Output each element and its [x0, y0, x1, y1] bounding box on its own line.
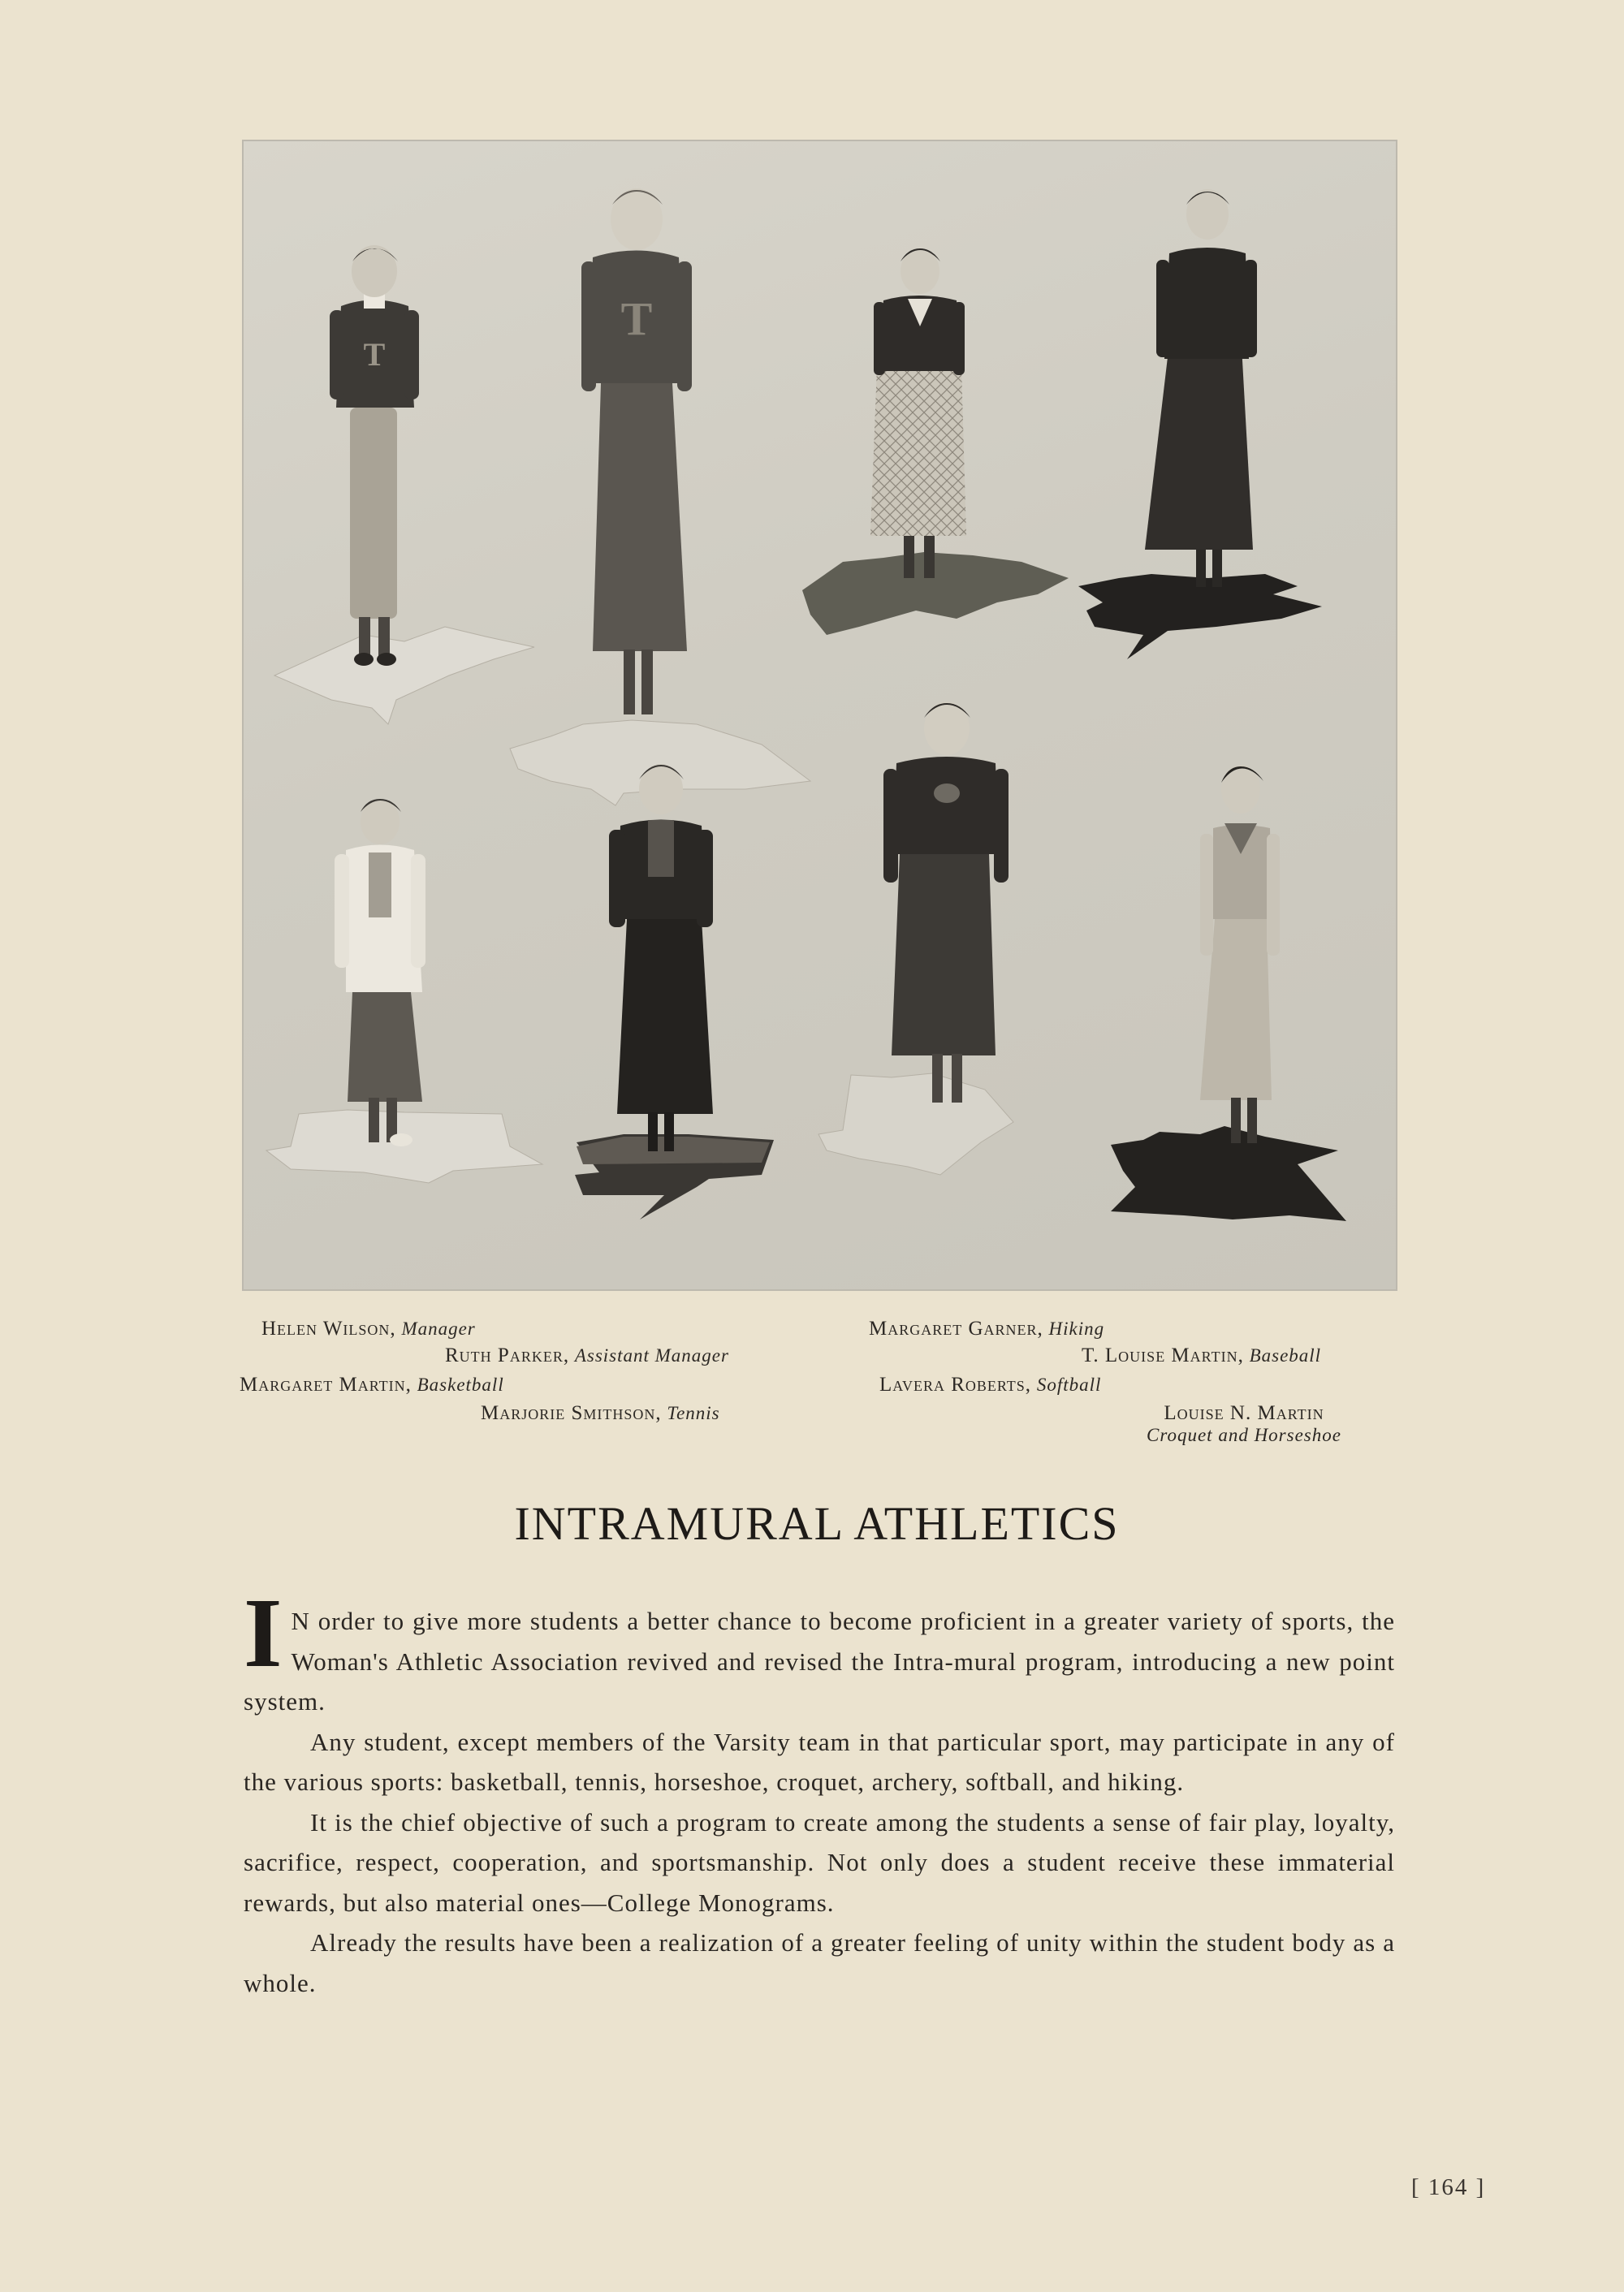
caption-role: Baseball — [1249, 1345, 1322, 1366]
photo-collage — [242, 140, 1397, 1291]
caption-margaret-martin — [240, 1374, 504, 1396]
caption-helen-wilson — [261, 1318, 476, 1340]
caption-role: Tennis — [667, 1403, 720, 1423]
photo-figure-margaret-martin — [266, 799, 542, 1183]
caption-name: T. Louise Martin, — [1082, 1345, 1244, 1366]
caption-name: Ruth Parker, — [445, 1345, 570, 1366]
caption-lavera-roberts — [879, 1374, 1101, 1396]
photo-figure-margaret-garner — [802, 248, 1069, 635]
caption-name: Margaret Garner, — [869, 1318, 1043, 1340]
caption-name: Marjorie Smithson, — [481, 1402, 662, 1424]
paragraph-1 — [244, 1578, 1395, 1722]
caption-name: Margaret Martin, — [240, 1374, 412, 1396]
paragraph-4: Already the results have been a realization of a greater feeling of unity within the student body as a whole. — [244, 1928, 1395, 1997]
caption-role: Manager — [401, 1319, 476, 1339]
photo-figure-ruth-parker — [510, 188, 810, 805]
caption-name: Louise N. Martin — [1164, 1402, 1324, 1424]
caption-marjorie-smithson — [481, 1402, 720, 1425]
photo-collage-drawing — [242, 140, 1397, 1291]
caption-margaret-garner — [869, 1318, 1104, 1340]
caption-louise-n-martin — [1114, 1402, 1374, 1446]
drop-cap: I — [244, 1578, 283, 1688]
svg-text:T: T — [363, 336, 386, 373]
paragraph-2: Any student, except members of the Varsity team in that particular sport, may participate in any of the various sports: basketball, tennis, horseshoe, croquet, archery, softball, and hiking. — [244, 1727, 1395, 1796]
caption-t-louise-martin — [1082, 1345, 1321, 1367]
article-body — [244, 1578, 1395, 2003]
photo-figure-lavera-roberts — [818, 701, 1013, 1175]
page-number: [ 164 ] — [1411, 2174, 1486, 2200]
caption-ruth-parker — [445, 1345, 729, 1367]
svg-text:T: T — [620, 292, 653, 345]
photo-figure-helen-wilson — [274, 245, 534, 724]
photo-figure-t-louise-martin — [1078, 189, 1322, 659]
caption-role: Croquet and Horseshoe — [1147, 1425, 1341, 1445]
caption-role: Hiking — [1048, 1319, 1105, 1339]
article-title: INTRAMURAL ATHLETICS — [514, 1497, 1120, 1550]
caption-name: Lavera Roberts, — [879, 1374, 1032, 1396]
caption-role: Basketball — [417, 1375, 504, 1395]
caption-name: Helen Wilson, — [261, 1318, 396, 1340]
caption-role: Assistant Manager — [574, 1345, 729, 1366]
photo-figure-louise-n-martin — [1111, 765, 1346, 1221]
caption-role: Softball — [1036, 1375, 1102, 1395]
photo-figure-marjorie-smithson — [575, 764, 774, 1219]
paragraph-3: It is the chief objective of such a program to create among the students a sense of fair play, loyalty, sacrifice, respect, cooperation, and sportsmanship. Not only does a student receive these immaterial rewards, but also material ones—College Monograms. — [244, 1807, 1395, 1917]
paragraph-1-text: N order to give more students a better chance to become proficient in a greater variety of sports, the Woman's Athletic Association revived and revised the Intra-mural program, introducing a new point system. — [244, 1607, 1395, 1716]
